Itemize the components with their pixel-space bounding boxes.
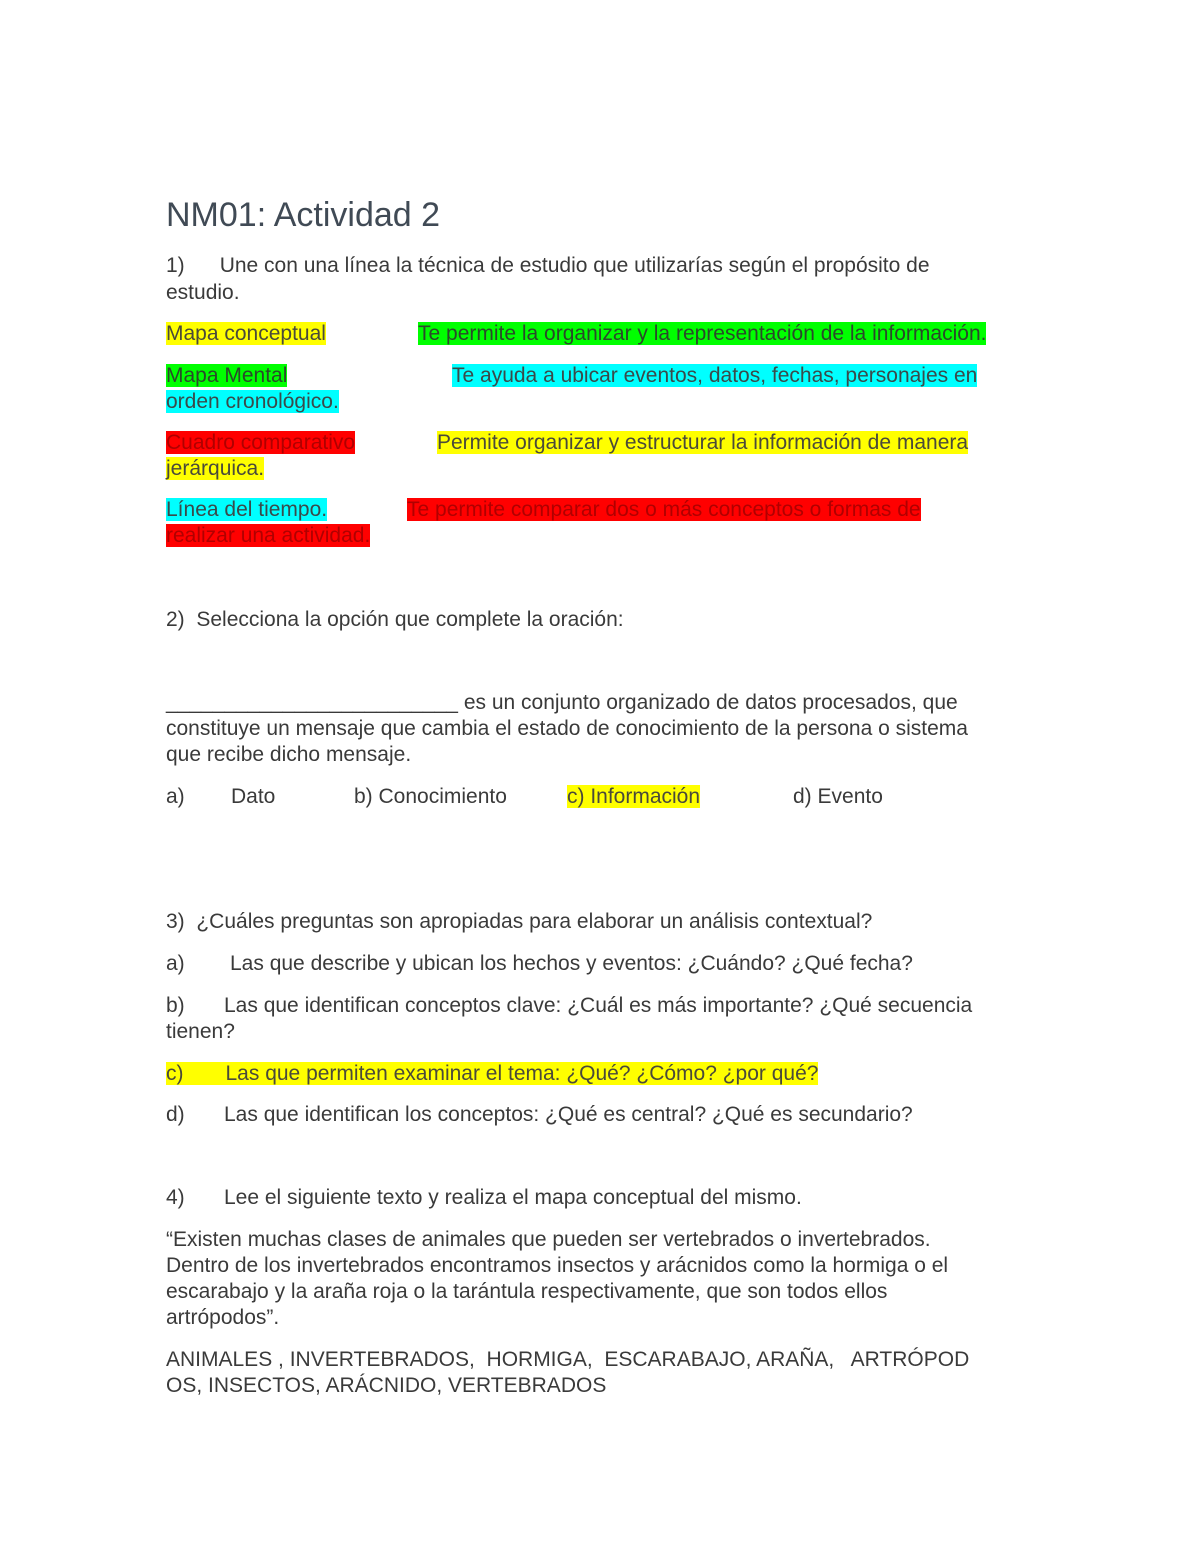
q1-pair3-left [166, 430, 355, 456]
q1-number: 1) [166, 254, 185, 277]
q2-option-a: Dato [231, 785, 276, 808]
q2-number: 2) [166, 608, 185, 631]
q4-quote-line4: artrópodos”. [166, 1306, 280, 1329]
q1-pair2-left [166, 363, 287, 389]
purpose-comparar: Te permite comparar dos o más conceptos o formas de [407, 498, 921, 521]
q3-option-c-highlight [166, 1062, 818, 1085]
q4-quote-line2: Dentro de los invertebrados encontramos insectos y arácnidos como la hormiga o el [166, 1254, 949, 1277]
purpose-cronologico-cont: orden cronológico. [166, 390, 339, 413]
technique-mapa-mental: Mapa Mental [166, 364, 288, 387]
q1-pair4-right [407, 497, 921, 523]
q2-blank: _________________________ [166, 691, 458, 714]
purpose-comparar-cont: realizar una actividad. [166, 524, 371, 547]
q2-option-b: b) Conocimiento [354, 785, 507, 808]
q2-option-d: d) Evento [793, 785, 883, 808]
purpose-organizar-representacion: Te permite la organizar y la representación de la información. [418, 322, 987, 345]
q2-sentence-line2: constituye un mensaje que cambia el estado de conocimiento de la persona o sistema [166, 717, 968, 740]
q3-option-d-label: d) [166, 1103, 185, 1126]
technique-linea-del-tiempo: Línea del tiempo. [166, 498, 328, 521]
q3-option-a-label: a) [166, 952, 185, 975]
q4-words-line1: ANIMALES , INVERTEBRADOS, HORMIGA, ESCARABAJO, ARAÑA, ARTRÓPOD [166, 1348, 970, 1371]
technique-mapa-conceptual: Mapa conceptual [166, 322, 326, 345]
q1-pair1-left [166, 321, 326, 347]
q1-line2: estudio. [166, 281, 240, 304]
q4-quote-line3: escarabajo y la araña roja o la tarántula respectivamente, que son todos ellos [166, 1280, 888, 1303]
q1-text: Une con una línea la técnica de estudio que utilizarías según el propósito de [219, 254, 930, 277]
q3-option-c [166, 1061, 818, 1087]
q1-pair3-right [437, 430, 968, 456]
q2-sentence-line1 [166, 690, 958, 716]
q4-quote-line1: “Existen muchas clases de animales que pueden ser vertebrados o invertebrados. [166, 1228, 931, 1251]
q2-sentence-line3: que recibe dicho mensaje. [166, 743, 412, 766]
q3-prompt: ¿Cuáles preguntas son apropiadas para elaborar un análisis contextual? [196, 910, 873, 933]
q2-option-c [567, 784, 700, 810]
q1-line1 [166, 253, 930, 279]
purpose-jerarquica: Permite organizar y estructurar la información de manera [437, 431, 969, 454]
q4-prompt: Lee el siguiente texto y realiza el mapa conceptual del mismo. [224, 1186, 802, 1209]
purpose-jerarquica-cont: jerárquica. [166, 457, 265, 480]
q2-option-c-highlight: c) Información [567, 785, 701, 808]
q3-number: 3) [166, 910, 185, 933]
q2-prompt-line [166, 607, 624, 633]
page-title: NM01: Actividad 2 [166, 196, 441, 234]
q1-pair3-right-cont [166, 456, 264, 482]
q1-pair2-right [452, 363, 977, 389]
q3-option-a: Las que describe y ubican los hechos y eventos: ¿Cuándo? ¿Qué fecha? [230, 952, 913, 975]
technique-cuadro-comparativo: Cuadro comparativo [166, 431, 356, 454]
q3-option-b-cont: tienen? [166, 1020, 235, 1043]
q1-pair1-right [418, 321, 986, 347]
q2-sentence-part1: es un conjunto organizado de datos procesados, que [457, 691, 958, 714]
purpose-cronologico: Te ayuda a ubicar eventos, datos, fechas, personajes en [452, 364, 978, 387]
q3-option-c-text: Las que permiten examinar el tema: ¿Qué? ¿Cómo? ¿por qué? [225, 1062, 819, 1085]
q1-pair4-right-cont [166, 523, 370, 549]
q1-pair2-right-cont [166, 389, 339, 415]
q4-words-line2: OS, INSECTOS, ARÁCNIDO, VERTEBRADOS [166, 1374, 607, 1397]
q4-number: 4) [166, 1186, 185, 1209]
q3-option-b: Las que identifican conceptos clave: ¿Cuál es más importante? ¿Qué secuencia [224, 994, 973, 1017]
q3-option-b-label: b) [166, 994, 185, 1017]
q2-prompt: Selecciona la opción que complete la oración: [196, 608, 624, 631]
q2-option-a-label: a) [166, 785, 185, 808]
q3-option-c-label: c) [166, 1062, 184, 1085]
q3-prompt-line [166, 909, 872, 935]
q1-pair4-left [166, 497, 327, 523]
q3-option-d: Las que identifican los conceptos: ¿Qué es central? ¿Qué es secundario? [224, 1103, 913, 1126]
